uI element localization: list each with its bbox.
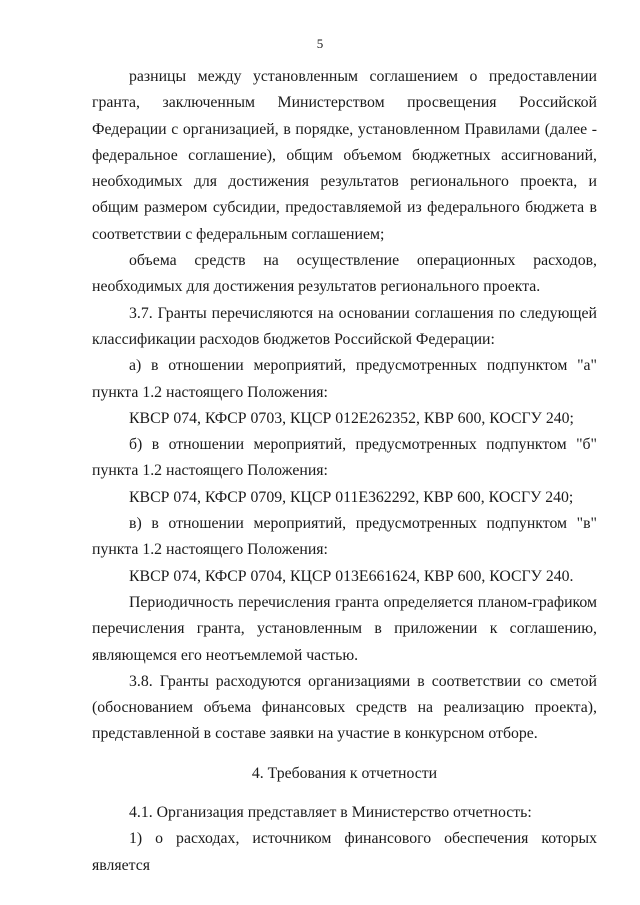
paragraph-item-b: б) в отношении мероприятий, предусмотренных подпунктом "б" пункта 1.2 настоящего Положения: <box>92 436 597 480</box>
paragraph-operational-expenses: объема средств на осуществление операционных расходов, необходимых для достижения результатов регионального проекта. <box>92 252 597 296</box>
paragraph-codes-a: КВСР 074, КФСР 0703, КЦСР 012E262352, КВР 600, КОСГУ 240; <box>129 409 574 427</box>
paragraph-4-1-item-1: 1) о расходах, источником финансового обеспечения которых является <box>92 830 597 874</box>
document-body <box>92 64 597 879</box>
paragraph-difference: разницы между установленным соглашением о предоставлении гранта, заключенным Министерством просвещения Российской Федерации с организацией, в порядке, установленном Правилами (далее - федеральное соглашение), общим объемом бюджетных ассигнований, необходимых для достижения результатов регионального проекта, и общим размером субсидии, предоставляемой из федерального бюджета в соответствии с федеральным соглашением; <box>92 68 597 243</box>
paragraph-periodicity: Периодичность перечисления гранта определяется планом-графиком перечисления гранта, установленным в приложении к соглашению, являющемся его неотъемлемой частью. <box>92 593 597 664</box>
paragraph-3-7: 3.7. Гранты перечисляются на основании соглашения по следующей классификации расходов бюджетов Российской Федерации: <box>92 304 597 348</box>
page-number: 5 <box>316 36 324 51</box>
section-title: 4. Требования к отчетности <box>251 764 438 782</box>
paragraph-codes-v: КВСР 074, КФСР 0704, КЦСР 013E661624, КВР 600, КОСГУ 240. <box>129 567 574 585</box>
paragraph-4-1: 4.1. Организация представляет в Министерство отчетность: <box>129 804 532 822</box>
paragraph-item-a: а) в отношении мероприятий, предусмотренных подпунктом "а" пункта 1.2 настоящего Положения: <box>92 357 597 401</box>
paragraph-item-v: в) в отношении мероприятий, предусмотренных подпунктом "в" пункта 1.2 настоящего Положения: <box>92 515 597 559</box>
paragraph-3-8: 3.8. Гранты расходуются организациями в соответствии со сметой (обоснованием объема финансовых средств на реализацию проекта), представленной в составе заявки на участие в конкурсном отборе. <box>92 672 597 743</box>
paragraph-codes-b: КВСР 074, КФСР 0709, КЦСР 011E362292, КВР 600, КОСГУ 240; <box>129 488 574 506</box>
